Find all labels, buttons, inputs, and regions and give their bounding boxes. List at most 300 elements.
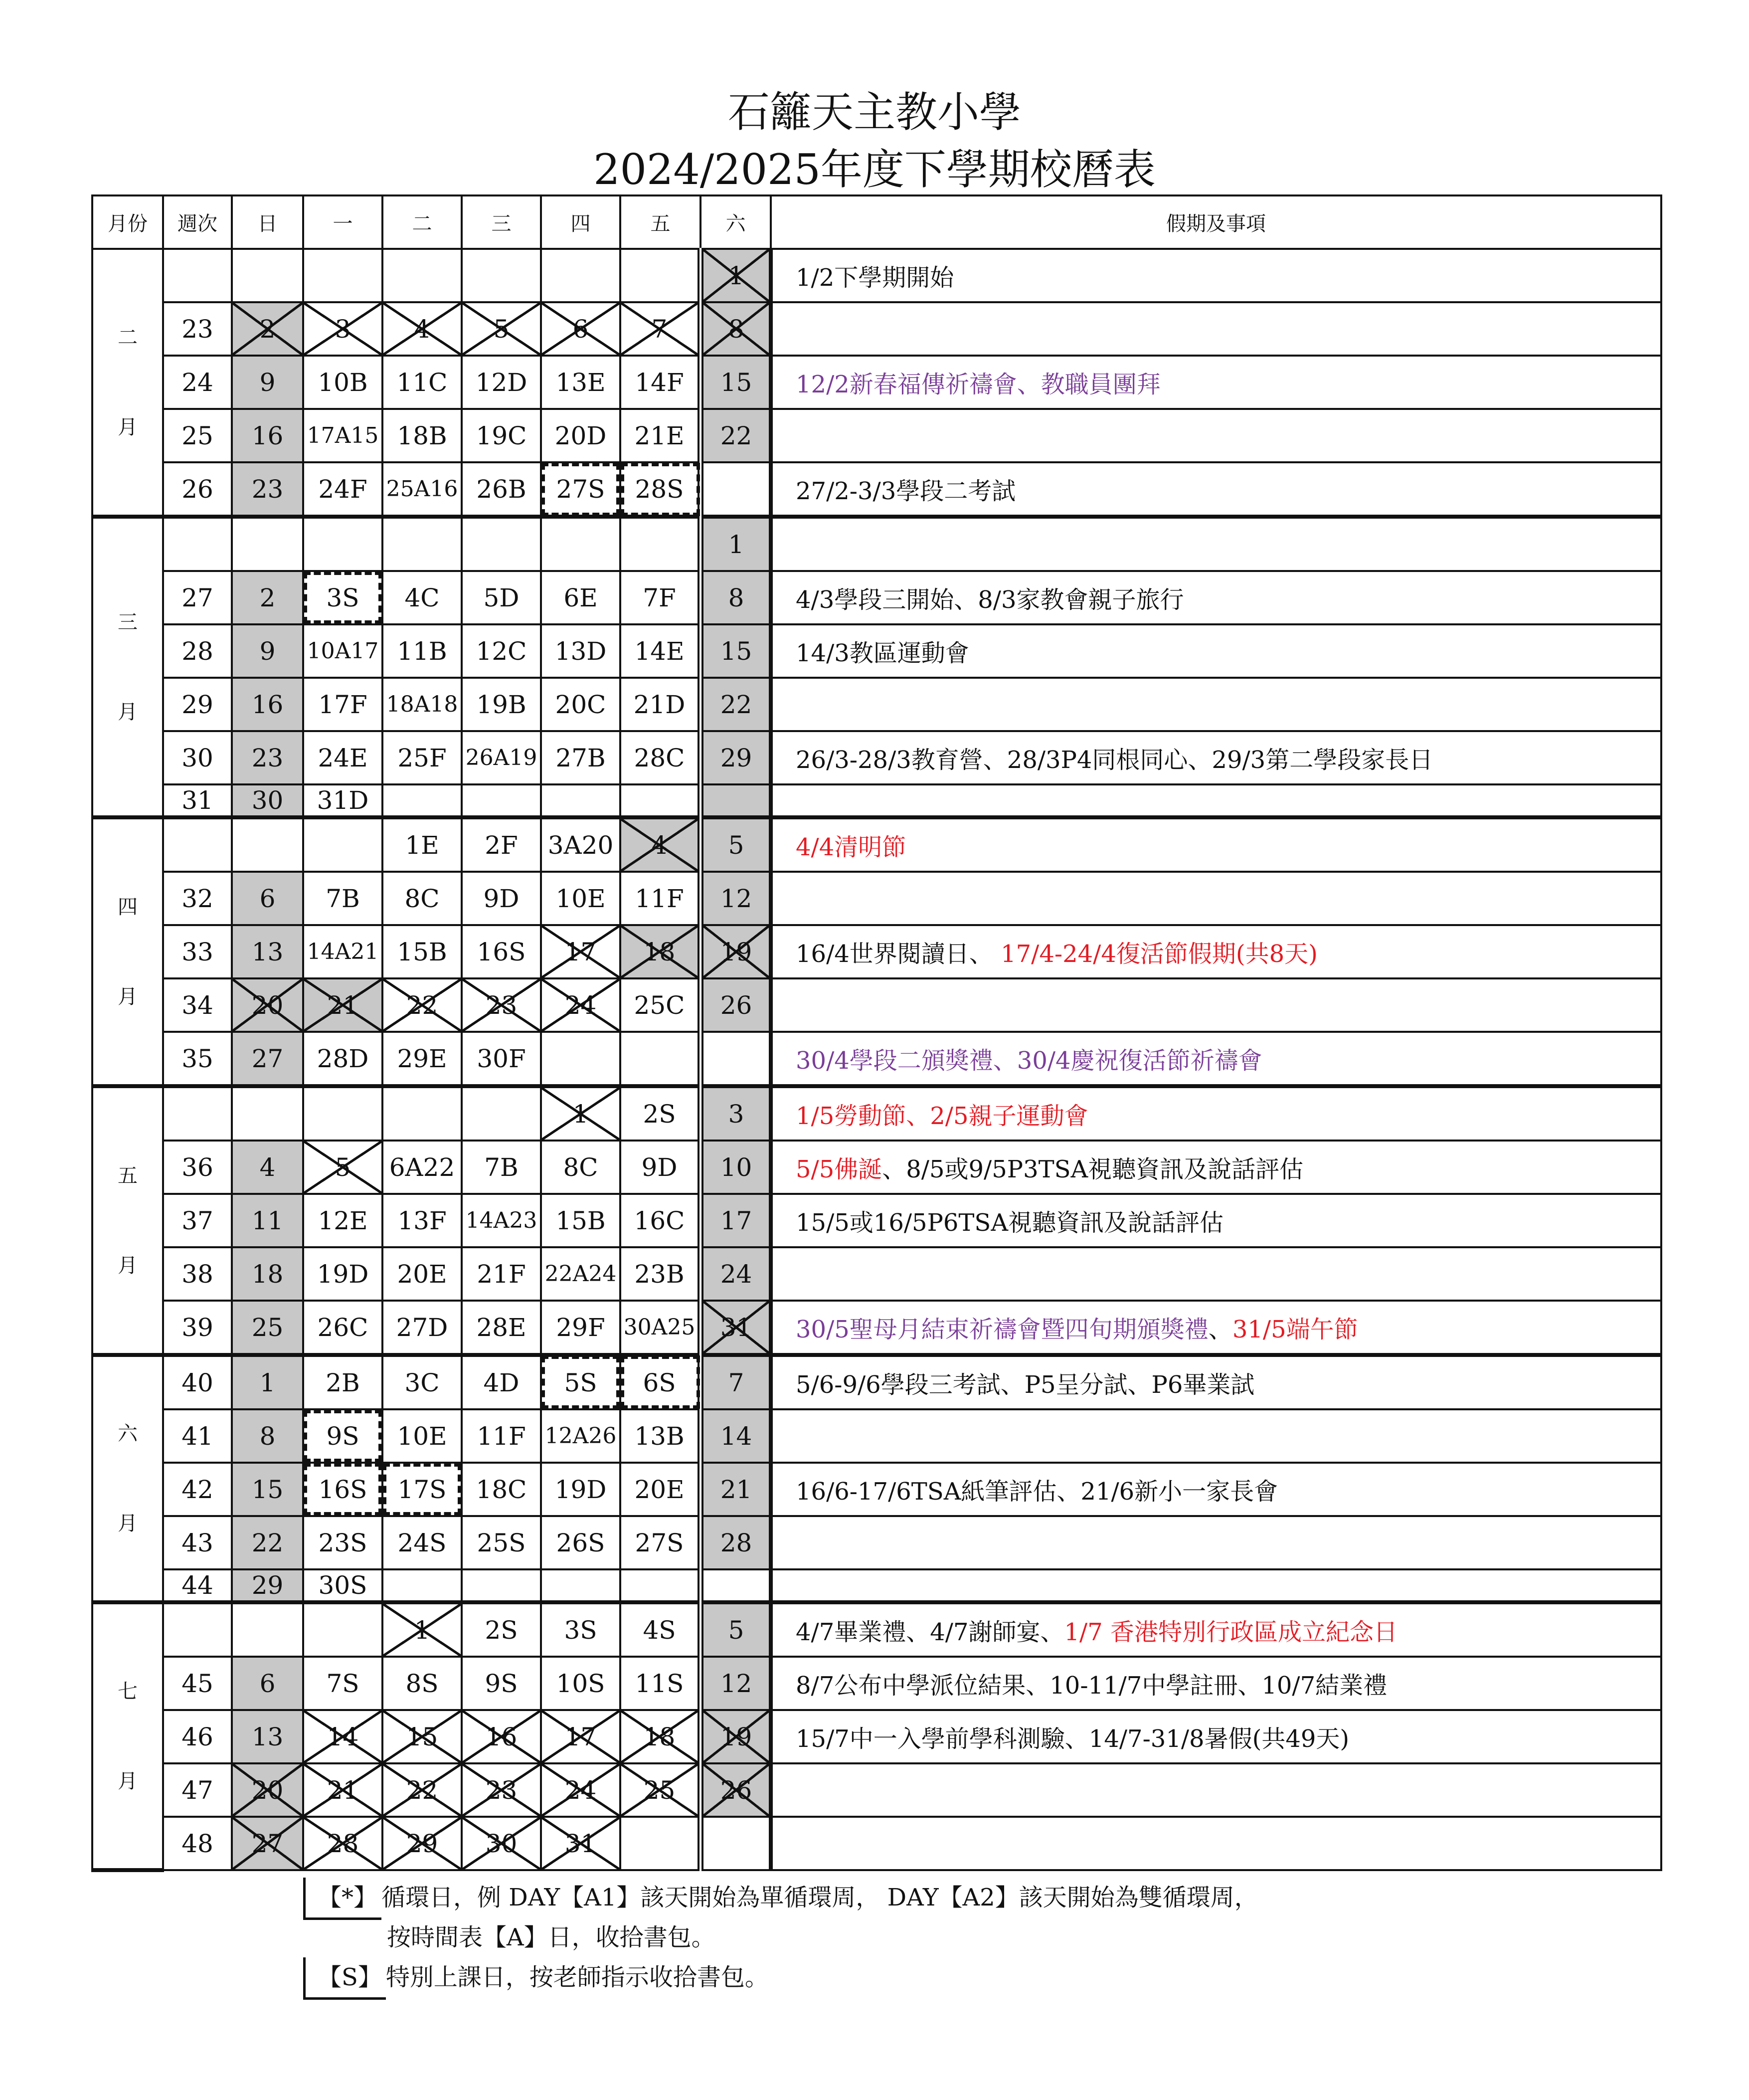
- day-cell-wed: 9D: [462, 872, 541, 925]
- day-cell-fri: 18: [620, 925, 700, 978]
- day-cell-wed: [462, 517, 541, 571]
- day-cell-mon: 3S: [303, 571, 382, 624]
- week-row: [92, 302, 1661, 356]
- day-cell-tue: 13F: [382, 1194, 462, 1247]
- day-cell-sun: 23: [232, 731, 303, 784]
- event-text: 4/7畢業禮、4/7謝師宴、: [796, 1618, 1064, 1646]
- day-cell-thu: 1: [541, 1086, 620, 1141]
- day-cell-wed: 4D: [462, 1355, 541, 1409]
- events-cell: [771, 1763, 1661, 1817]
- day-cell-tue: 25A16: [382, 462, 462, 517]
- day-cell-mon: [303, 1602, 382, 1657]
- day-cell-sat: 28: [700, 1516, 771, 1569]
- events-cell: [771, 571, 1661, 624]
- day-cell-sat: [700, 1569, 771, 1602]
- week-row: [92, 517, 1661, 571]
- day-cell-tue: 8S: [382, 1657, 462, 1710]
- day-cell-tue: [382, 784, 462, 817]
- day-cell-wed: 19B: [462, 678, 541, 731]
- day-cell-sun: 18: [232, 1247, 303, 1301]
- events-cell: [771, 1141, 1661, 1194]
- day-cell-tue: 22: [382, 1763, 462, 1817]
- legend-cycle: [303, 1878, 1258, 1920]
- day-cell-tue: 8C: [382, 872, 462, 925]
- day-cell-fri: 2S: [620, 1086, 700, 1141]
- day-cell-wed: 16S: [462, 925, 541, 978]
- header-sat: 六: [700, 195, 771, 249]
- day-cell-fri: [620, 517, 700, 571]
- events-cell: [771, 925, 1661, 978]
- day-cell-mon: [303, 817, 382, 872]
- week-row: [92, 1141, 1661, 1194]
- day-cell-fri: 23B: [620, 1247, 700, 1301]
- events-cell: [771, 624, 1661, 678]
- header-mon: 一: [303, 195, 382, 249]
- week-row: [92, 1247, 1661, 1301]
- day-cell-thu: 15B: [541, 1194, 620, 1247]
- week-number: [163, 1602, 232, 1657]
- day-cell-fri: 28S: [620, 462, 700, 517]
- day-cell-sun: 16: [232, 409, 303, 462]
- day-cell-sun: 8: [232, 1409, 303, 1463]
- events-cell: [771, 731, 1661, 784]
- day-cell-wed: 26A19: [462, 731, 541, 784]
- day-cell-mon: 17A15: [303, 409, 382, 462]
- day-cell-fri: [620, 784, 700, 817]
- day-cell-tue: 3C: [382, 1355, 462, 1409]
- day-cell-wed: 5: [462, 302, 541, 356]
- day-cell-thu: 24: [541, 1763, 620, 1817]
- day-cell-mon: 10B: [303, 356, 382, 409]
- day-cell-sun: 27: [232, 1817, 303, 1870]
- legend-cycle-line2: 按時間表【A】日，收拾書包。: [387, 1923, 715, 1951]
- month-label: 七 月: [92, 1602, 163, 1870]
- events-cell: [771, 1194, 1661, 1247]
- day-cell-wed: 16: [462, 1710, 541, 1763]
- day-cell-sun: [232, 817, 303, 872]
- day-cell-sat: 15: [700, 624, 771, 678]
- day-cell-thu: 20D: [541, 409, 620, 462]
- events-cell: [771, 678, 1661, 731]
- week-number: 27: [163, 571, 232, 624]
- week-number: 31: [163, 784, 232, 817]
- week-row: [92, 356, 1661, 409]
- day-cell-fri: 7: [620, 302, 700, 356]
- day-cell-mon: 26C: [303, 1301, 382, 1355]
- day-cell-fri: 11S: [620, 1657, 700, 1710]
- day-cell-thu: 17: [541, 1710, 620, 1763]
- school-name: 石籬天主教小學: [727, 88, 1021, 137]
- events-cell: [771, 517, 1661, 571]
- header-tue: 二: [382, 195, 462, 249]
- week-row: [92, 409, 1661, 462]
- events-cell: [771, 302, 1661, 356]
- day-cell-fri: 14F: [620, 356, 700, 409]
- day-cell-wed: 11F: [462, 1409, 541, 1463]
- day-cell-fri: [620, 1817, 700, 1870]
- day-cell-wed: 2F: [462, 817, 541, 872]
- day-cell-sat: [700, 784, 771, 817]
- day-cell-sat: [700, 462, 771, 517]
- day-cell-wed: 23: [462, 978, 541, 1032]
- week-number: 48: [163, 1817, 232, 1870]
- day-cell-sat: 31: [700, 1301, 771, 1355]
- day-cell-wed: 23: [462, 1763, 541, 1817]
- week-row: [92, 1032, 1661, 1086]
- header-wed: 三: [462, 195, 541, 249]
- event-text: 31/5端午節: [1232, 1316, 1358, 1343]
- day-cell-sat: 26: [700, 978, 771, 1032]
- week-number: 24: [163, 356, 232, 409]
- day-cell-wed: 30: [462, 1817, 541, 1870]
- week-row: [92, 571, 1661, 624]
- event-text: 17/4-24/4復活節假期(共8天): [1001, 940, 1318, 968]
- event-text: 5/6-9/6學段三考試、P5呈分試、P6畢業試: [796, 1371, 1255, 1399]
- day-cell-fri: 25C: [620, 978, 700, 1032]
- week-number: 26: [163, 462, 232, 517]
- week-row: [92, 978, 1661, 1032]
- day-cell-wed: 7B: [462, 1141, 541, 1194]
- day-cell-tue: 20E: [382, 1247, 462, 1301]
- day-cell-wed: 21F: [462, 1247, 541, 1301]
- day-cell-tue: 18B: [382, 409, 462, 462]
- school-calendar-table: [91, 194, 1662, 1872]
- events-cell: [771, 409, 1661, 462]
- day-cell-thu: 27S: [541, 462, 620, 517]
- day-cell-sun: [232, 1086, 303, 1141]
- day-cell-tue: 11B: [382, 624, 462, 678]
- day-cell-tue: 15B: [382, 925, 462, 978]
- week-number: 44: [163, 1569, 232, 1602]
- day-cell-mon: 28D: [303, 1032, 382, 1086]
- day-cell-sun: 22: [232, 1516, 303, 1569]
- week-number: [163, 1086, 232, 1141]
- day-cell-tue: [382, 1569, 462, 1602]
- day-cell-sun: 2: [232, 302, 303, 356]
- week-row: [92, 462, 1661, 517]
- day-cell-fri: [620, 1569, 700, 1602]
- event-text: 16/4世界閱讀日、: [796, 940, 1001, 968]
- events-cell: [771, 1247, 1661, 1301]
- day-cell-sun: 30: [232, 784, 303, 817]
- week-row: [92, 1763, 1661, 1817]
- day-cell-tue: 27D: [382, 1301, 462, 1355]
- month-label: 四 月: [92, 817, 163, 1086]
- event-text: 5/5佛誕: [796, 1155, 882, 1183]
- day-cell-mon: [303, 1086, 382, 1141]
- day-cell-sat: 29: [700, 731, 771, 784]
- event-text: 4/3學段三開始、8/3家教會親子旅行: [796, 586, 1184, 614]
- legend-cycle-text: 循環日，例 DAY【A1】該天開始為單循環周， DAY【A2】該天開始為雙循環周，: [381, 1884, 1258, 1911]
- week-row: [92, 1086, 1661, 1141]
- week-number: 33: [163, 925, 232, 978]
- day-cell-sat: 8: [700, 302, 771, 356]
- week-row: [92, 1569, 1661, 1602]
- day-cell-tue: 18A18: [382, 678, 462, 731]
- day-cell-thu: [541, 1569, 620, 1602]
- day-cell-wed: 30F: [462, 1032, 541, 1086]
- day-cell-sun: 13: [232, 925, 303, 978]
- events-cell: [771, 1032, 1661, 1086]
- day-cell-thu: 6: [541, 302, 620, 356]
- day-cell-tue: 29: [382, 1817, 462, 1870]
- header-fri: 五: [620, 195, 700, 249]
- day-cell-tue: 29E: [382, 1032, 462, 1086]
- day-cell-fri: [620, 249, 700, 302]
- day-cell-thu: 22A24: [541, 1247, 620, 1301]
- day-cell-wed: 12C: [462, 624, 541, 678]
- day-cell-sun: 15: [232, 1463, 303, 1516]
- day-cell-sun: 27: [232, 1032, 303, 1086]
- header-events: 假期及事項: [771, 195, 1661, 249]
- event-text: 30/5聖母月結束祈禱會暨四旬期頒獎禮: [796, 1316, 1209, 1343]
- day-cell-thu: 20C: [541, 678, 620, 731]
- day-cell-sat: 17: [700, 1194, 771, 1247]
- events-cell: [771, 1463, 1661, 1516]
- day-cell-mon: 3: [303, 302, 382, 356]
- event-text: 15/5或16/5P6TSA視聽資訊及說話評估: [796, 1209, 1224, 1237]
- events-cell: [771, 1355, 1661, 1409]
- week-row: [92, 1463, 1661, 1516]
- month-label: 二 月: [92, 249, 163, 517]
- header-row: [92, 195, 1661, 249]
- day-cell-sat: 5: [700, 1602, 771, 1657]
- day-cell-sat: [700, 1817, 771, 1870]
- day-cell-sat: 14: [700, 1409, 771, 1463]
- day-cell-fri: 28C: [620, 731, 700, 784]
- day-cell-thu: 10S: [541, 1657, 620, 1710]
- events-cell: [771, 872, 1661, 925]
- header-sun: 日: [232, 195, 303, 249]
- day-cell-sat: 24: [700, 1247, 771, 1301]
- week-row: [92, 678, 1661, 731]
- week-row: [92, 731, 1661, 784]
- week-number: 42: [163, 1463, 232, 1516]
- events-cell: [771, 1301, 1661, 1355]
- events-cell: [771, 817, 1661, 872]
- events-cell: [771, 784, 1661, 817]
- day-cell-fri: 4: [620, 817, 700, 872]
- day-cell-thu: 6E: [541, 571, 620, 624]
- day-cell-sun: 9: [232, 356, 303, 409]
- day-cell-thu: [541, 517, 620, 571]
- day-cell-sun: [232, 249, 303, 302]
- day-cell-sat: 19: [700, 925, 771, 978]
- week-number: 41: [163, 1409, 232, 1463]
- day-cell-sat: 1: [700, 249, 771, 302]
- events-cell: [771, 1516, 1661, 1569]
- day-cell-thu: 3S: [541, 1602, 620, 1657]
- week-row: [92, 872, 1661, 925]
- events-cell: [771, 1602, 1661, 1657]
- day-cell-sat: 12: [700, 872, 771, 925]
- week-row: [92, 1657, 1661, 1710]
- day-cell-thu: 31: [541, 1817, 620, 1870]
- day-cell-mon: 30S: [303, 1569, 382, 1602]
- week-row: [92, 1194, 1661, 1247]
- day-cell-sat: 1: [700, 517, 771, 571]
- events-cell: [771, 1710, 1661, 1763]
- week-row: [92, 1710, 1661, 1763]
- day-cell-wed: [462, 784, 541, 817]
- day-cell-fri: 21E: [620, 409, 700, 462]
- day-cell-sat: 7: [700, 1355, 771, 1409]
- day-cell-sat: 12: [700, 1657, 771, 1710]
- day-cell-wed: 18C: [462, 1463, 541, 1516]
- day-cell-wed: [462, 1569, 541, 1602]
- day-cell-sun: 29: [232, 1569, 303, 1602]
- day-cell-wed: 28E: [462, 1301, 541, 1355]
- day-cell-wed: 9S: [462, 1657, 541, 1710]
- week-number: 32: [163, 872, 232, 925]
- day-cell-thu: 10E: [541, 872, 620, 925]
- day-cell-mon: 21: [303, 1763, 382, 1817]
- day-cell-tue: [382, 517, 462, 571]
- day-cell-wed: 14A23: [462, 1194, 541, 1247]
- day-cell-thu: 29F: [541, 1301, 620, 1355]
- day-cell-fri: 25: [620, 1763, 700, 1817]
- day-cell-mon: 14: [303, 1710, 382, 1763]
- week-number: 46: [163, 1710, 232, 1763]
- day-cell-tue: 1: [382, 1602, 462, 1657]
- event-text: 1/7 香港特別行政區成立紀念日: [1064, 1618, 1398, 1646]
- event-text: 26/3-28/3教育營、28/3P4同根同心、29/3第二學段家長日: [796, 746, 1433, 774]
- events-cell: [771, 978, 1661, 1032]
- day-cell-fri: 18: [620, 1710, 700, 1763]
- day-cell-mon: 24F: [303, 462, 382, 517]
- week-row: [92, 925, 1661, 978]
- legend-special-text: 特別上課日，按老師指示收拾書包。: [385, 1963, 769, 1991]
- day-cell-wed: 26B: [462, 462, 541, 517]
- day-cell-fri: [620, 1032, 700, 1086]
- day-cell-sat: 10: [700, 1141, 771, 1194]
- week-number: 40: [163, 1355, 232, 1409]
- day-cell-tue: 1E: [382, 817, 462, 872]
- event-text: 1/2下學期開始: [796, 264, 954, 292]
- day-cell-sat: 15: [700, 356, 771, 409]
- day-cell-mon: 31D: [303, 784, 382, 817]
- day-cell-tue: 24S: [382, 1516, 462, 1569]
- day-cell-sun: 2: [232, 571, 303, 624]
- day-cell-mon: 2B: [303, 1355, 382, 1409]
- week-number: 30: [163, 731, 232, 784]
- day-cell-sun: 20: [232, 1763, 303, 1817]
- day-cell-wed: 2S: [462, 1602, 541, 1657]
- day-cell-sun: [232, 1602, 303, 1657]
- week-row: [92, 817, 1661, 872]
- day-cell-tue: 10E: [382, 1409, 462, 1463]
- week-row: [92, 1301, 1661, 1355]
- day-cell-sat: 21: [700, 1463, 771, 1516]
- day-cell-sun: 1: [232, 1355, 303, 1409]
- week-row: [92, 1602, 1661, 1657]
- day-cell-sun: 4: [232, 1141, 303, 1194]
- day-cell-fri: 14E: [620, 624, 700, 678]
- day-cell-thu: 13E: [541, 356, 620, 409]
- day-cell-sun: 20: [232, 978, 303, 1032]
- event-text: 27/2-3/3學段二考試: [796, 477, 1016, 505]
- day-cell-mon: 19D: [303, 1247, 382, 1301]
- events-cell: [771, 356, 1661, 409]
- week-number: 37: [163, 1194, 232, 1247]
- week-number: 28: [163, 624, 232, 678]
- day-cell-mon: 12E: [303, 1194, 382, 1247]
- calendar-title: 2024/2025年度下學期校曆表: [593, 145, 1156, 194]
- day-cell-mon: 16S: [303, 1463, 382, 1516]
- day-cell-fri: 6S: [620, 1355, 700, 1409]
- event-text: 8/7公布中學派位結果、10-11/7中學註冊、10/7結業禮: [796, 1672, 1388, 1700]
- day-cell-thu: 5S: [541, 1355, 620, 1409]
- event-text: 15/7中一入學前學科測驗、14/7-31/8暑假(共49天): [796, 1725, 1350, 1753]
- day-cell-sun: 25: [232, 1301, 303, 1355]
- day-cell-mon: 17F: [303, 678, 382, 731]
- week-row: [92, 1516, 1661, 1569]
- day-cell-sat: 3: [700, 1086, 771, 1141]
- day-cell-thu: [541, 1032, 620, 1086]
- week-number: 43: [163, 1516, 232, 1569]
- week-number: 25: [163, 409, 232, 462]
- month-label: 五 月: [92, 1086, 163, 1355]
- header-thu: 四: [541, 195, 620, 249]
- day-cell-tue: 11C: [382, 356, 462, 409]
- day-cell-fri: 20E: [620, 1463, 700, 1516]
- week-number: [163, 817, 232, 872]
- day-cell-tue: 25F: [382, 731, 462, 784]
- day-cell-mon: 7B: [303, 872, 382, 925]
- month-label: 六 月: [92, 1355, 163, 1602]
- day-cell-fri: 27S: [620, 1516, 700, 1569]
- day-cell-thu: 17: [541, 925, 620, 978]
- day-cell-sun: 6: [232, 1657, 303, 1710]
- week-row: [92, 1817, 1661, 1870]
- day-cell-tue: [382, 249, 462, 302]
- day-cell-thu: 26S: [541, 1516, 620, 1569]
- day-cell-sat: 5: [700, 817, 771, 872]
- day-cell-mon: 10A17: [303, 624, 382, 678]
- day-cell-thu: 19D: [541, 1463, 620, 1516]
- day-cell-fri: 7F: [620, 571, 700, 624]
- day-cell-thu: 24: [541, 978, 620, 1032]
- day-cell-mon: 5: [303, 1141, 382, 1194]
- week-number: 36: [163, 1141, 232, 1194]
- day-cell-thu: 27B: [541, 731, 620, 784]
- day-cell-sun: 9: [232, 624, 303, 678]
- day-cell-sun: 13: [232, 1710, 303, 1763]
- event-text: 、: [1208, 1316, 1232, 1343]
- day-cell-mon: 21: [303, 978, 382, 1032]
- day-cell-fri: 11F: [620, 872, 700, 925]
- week-row: [92, 624, 1661, 678]
- day-cell-mon: [303, 517, 382, 571]
- event-text: 16/6-17/6TSA紙筆評估、21/6新小一家長會: [796, 1478, 1278, 1506]
- events-cell: [771, 1409, 1661, 1463]
- event-text: 14/3教區運動會: [796, 639, 969, 667]
- week-number: 23: [163, 302, 232, 356]
- day-cell-sun: 16: [232, 678, 303, 731]
- week-number: [163, 517, 232, 571]
- day-cell-thu: [541, 784, 620, 817]
- day-cell-thu: 3A20: [541, 817, 620, 872]
- event-text: 30/4學段二頒獎禮、30/4慶祝復活節祈禱會: [796, 1047, 1262, 1075]
- week-row: [92, 1409, 1661, 1463]
- day-cell-wed: [462, 249, 541, 302]
- day-cell-fri: 9D: [620, 1141, 700, 1194]
- day-cell-mon: 23S: [303, 1516, 382, 1569]
- day-cell-sat: [700, 1032, 771, 1086]
- day-cell-wed: 5D: [462, 571, 541, 624]
- week-number: [163, 249, 232, 302]
- header-month: 月份: [92, 195, 163, 249]
